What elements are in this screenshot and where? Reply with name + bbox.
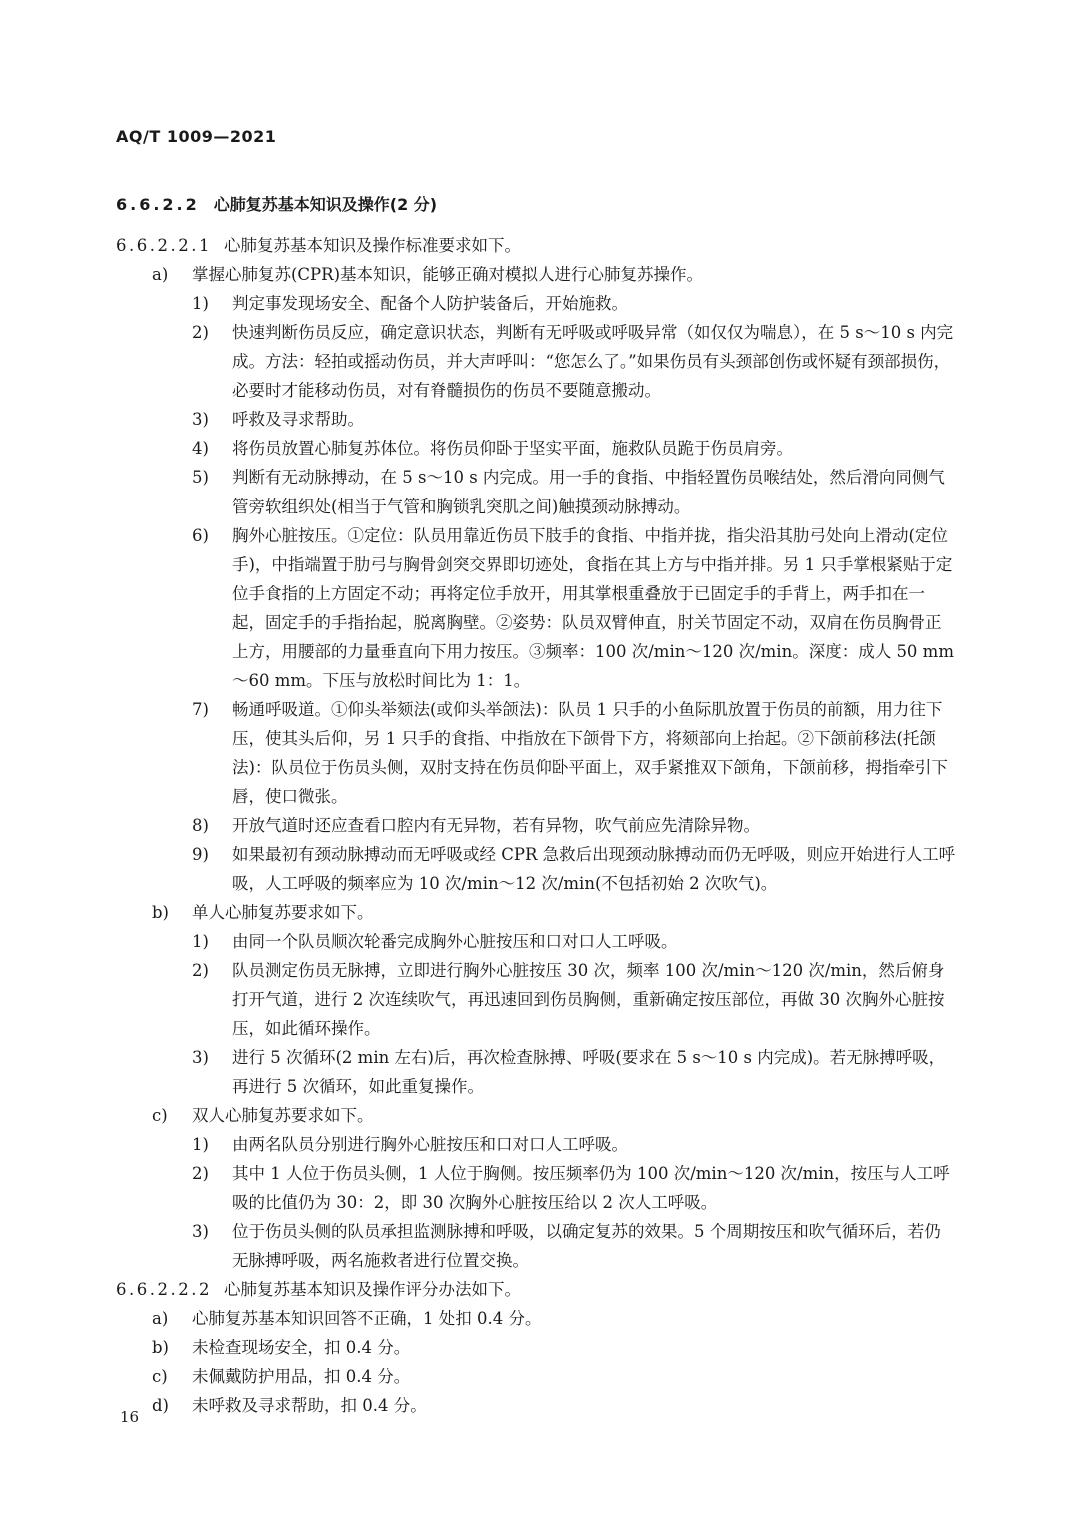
item-text: 未佩戴防护用品，扣 0.4 分。 [192,1367,411,1386]
item-text: 呼救及寻求帮助。 [232,410,364,429]
item-text: 单人心肺复苏要求如下。 [192,903,374,922]
item-text: 由两名队员分别进行胸外心脏按压和口对口人工呼吸。 [232,1135,628,1154]
item-text: 判断有无动脉搏动，在 5 s～10 s 内完成。用一手的食指、中指轻置伤员喉结处，然后滑向同侧气管旁软组织处(相当于气管和胸锁乳突肌之间)触摸颈动脉搏动。 [232,468,945,516]
item-marker: b) [152,1338,169,1357]
list-item [116,1362,956,1391]
item-text: 进行 5 次循环(2 min 左右)后，再次检查脉搏、呼吸(要求在 5 s～10 s 内完成)。若无脉搏呼吸，再进行 5 次循环，如此重复操作。 [232,1048,946,1096]
item-text: 胸外心脏按压。①定位：队员用靠近伤员下肢手的食指、中指并拢，指尖沿其肋弓处向上滑动(定位手)，中指端置于肋弓与胸骨剑突交界即切迹处，食指在其上方与中指并排。另 1 只手掌根紧贴于定位手食指的上方固定不动；再将定位手放开，用其掌根重叠放于已固定手的手背上，两手扣在一起，固定手的手指抬起，脱离胸壁。②姿势：队员双臂伸直，肘关节固定不动，双肩在伤员胸骨正上方，用腰部的力量垂直向下用力按压。③频率：100 次/min～120 次/min。深度：成人 50 mm～60 mm。下压与放松时间比为 1：1。 [232,526,954,690]
document-body [116,231,956,1420]
clause-text: 心肺复苏基本知识及操作评分办法如下。 [223,1280,521,1299]
item-text: 开放气道时还应查看口腔内有无异物，若有异物，吹气前应先清除异物。 [232,816,760,835]
item-marker: d) [152,1396,169,1415]
item-text: 畅通呼吸道。①仰头举颏法(或仰头举颌法)：队员 1 只手的小鱼际肌放置于伤员的前额，用力往下压，使其头后仰，另 1 只手的食指、中指放在下颌骨下方，将颏部向上抬起。②下颌前移法(托颌法)：队员位于伤员头侧，双肘支持在伤员仰卧平面上，双手紧推双下颌角，下颌前移，拇指牵引下唇，使口微张。 [232,700,948,806]
list-item [116,1101,956,1130]
item-marker: 1) [192,1135,209,1154]
sub-list-item [116,956,956,1043]
sub-list-item [116,695,956,811]
sub-list-item [116,463,956,521]
item-text: 将伤员放置心肺复苏体位。将伤员仰卧于坚实平面，施救队员跪于伤员肩旁。 [232,439,793,458]
list-item [116,1333,956,1362]
item-marker: 1) [192,932,209,951]
page-number: 16 [120,1408,140,1426]
sub-list-item [116,405,956,434]
sub-list-item [116,1159,956,1217]
item-text: 心肺复苏基本知识回答不正确，1 处扣 0.4 分。 [192,1309,542,1328]
item-marker: c) [152,1367,168,1386]
list-item [116,1304,956,1333]
item-text: 由同一个队员顺次轮番完成胸外心脏按压和口对口人工呼吸。 [232,932,678,951]
clause-header [116,1275,956,1304]
item-text: 快速判断伤员反应，确定意识状态，判断有无呼吸或呼吸异常（如仅仅为喘息），在 5 s～10 s 内完成。方法：轻拍或摇动伤员，并大声呼叫：“您怎么了。”如果伤员有头颈部创伤或怀疑有颈部损伤，必要时才能移动伤员，对有脊髓损伤的伤员不要随意搬动。 [232,323,954,400]
section-heading [116,192,437,215]
item-text: 判定事发现场安全、配备个人防护装备后，开始施救。 [232,294,628,313]
item-marker: 8) [192,816,209,835]
sub-list-item [116,811,956,840]
clause-number: 6.6.2.2.1 [116,236,212,255]
item-text: 未呼救及寻求帮助，扣 0.4 分。 [192,1396,427,1415]
section-number: 6.6.2.2 [116,195,200,214]
item-marker: 3) [192,410,209,429]
sub-list-item [116,1217,956,1275]
document-code-header: AQ/T 1009—2021 [116,127,277,146]
item-marker: a) [152,265,169,284]
item-marker: 2) [192,1164,209,1183]
item-marker: 1) [192,294,209,313]
item-marker: 4) [192,439,209,458]
item-marker: b) [152,903,169,922]
item-text: 双人心肺复苏要求如下。 [192,1106,374,1125]
item-text: 位于伤员头侧的队员承担监测脉搏和呼吸，以确定复苏的效果。5 个周期按压和吹气循环后，若仍无脉搏呼吸，两名施救者进行位置交换。 [232,1222,941,1270]
item-marker: c) [152,1106,168,1125]
sub-list-item [116,318,956,405]
item-marker: 6) [192,526,209,545]
item-marker: 2) [192,323,209,342]
sub-list-item [116,434,956,463]
item-marker: a) [152,1309,169,1328]
section-title: 心肺复苏基本知识及操作(2 分) [213,195,438,214]
item-marker: 2) [192,961,209,980]
sub-list-item [116,289,956,318]
list-item [116,260,956,289]
item-text: 队员测定伤员无脉搏，立即进行胸外心脏按压 30 次，频率 100 次/min～120 次/min，然后俯身打开气道，进行 2 次连续吹气，再迅速回到伤员胸侧，重新确定按压部位，再做 30 次胸外心脏按压，如此循环操作。 [232,961,945,1038]
clause-header [116,231,956,260]
item-marker: 7) [192,700,209,719]
item-text: 其中 1 人位于伤员头侧，1 人位于胸侧。按压频率仍为 100 次/min～120 次/min，按压与人工呼吸的比值仍为 30：2，即 30 次胸外心脏按压给以 2 次人工呼吸。 [232,1164,950,1212]
sub-list-item [116,1043,956,1101]
sub-list-item [116,1130,956,1159]
clause-number: 6.6.2.2.2 [116,1280,212,1299]
item-text: 掌握心肺复苏(CPR)基本知识，能够正确对模拟人进行心肺复苏操作。 [192,265,704,284]
item-text: 如果最初有颈动脉搏动而无呼吸或经 CPR 急救后出现颈动脉搏动而仍无呼吸，则应开始进行人工呼吸，人工呼吸的频率应为 10 次/min～12 次/min(不包括初始 2 次吹气)。 [232,845,956,893]
sub-list-item [116,840,956,898]
item-marker: 5) [192,468,209,487]
sub-list-item [116,521,956,695]
list-item [116,898,956,927]
item-marker: 9) [192,845,209,864]
item-marker: 3) [192,1222,209,1241]
clause-text: 心肺复苏基本知识及操作标准要求如下。 [223,236,521,255]
item-text: 未检查现场安全，扣 0.4 分。 [192,1338,411,1357]
item-marker: 3) [192,1048,209,1067]
sub-list-item [116,927,956,956]
list-item [116,1391,956,1420]
